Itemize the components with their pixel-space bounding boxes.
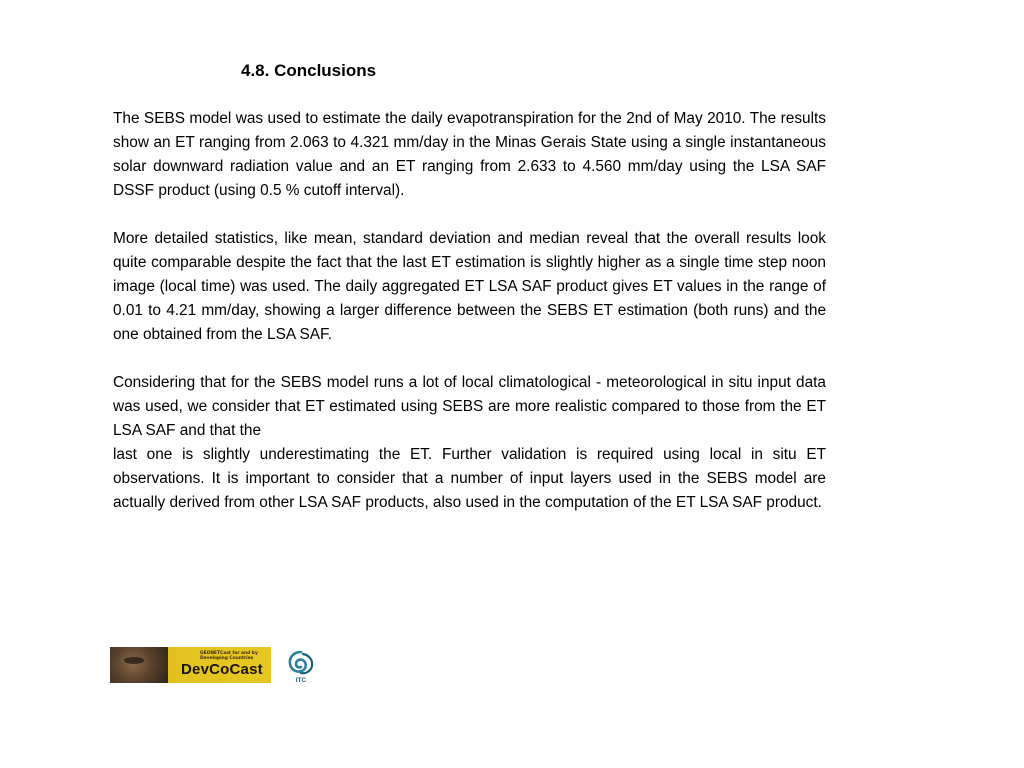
document-body xyxy=(113,107,826,539)
paragraph-validation: last one is slightly underestimating the ET. Further validation is required using local in situ ET observations. It is important to consider that a number of input layers used in the SEBS model are actually derived from other LSA SAF products, also used in the computation of the ET LSA SAF product. xyxy=(113,446,826,511)
itc-label: ITC xyxy=(295,677,307,684)
devcocast-tagline: GEONETCast for and by Developing Countries xyxy=(200,651,258,662)
paragraph-statistics: More detailed statistics, like mean, standard deviation and median reveal that the overall results look quite comparable despite the fact that the last ET estimation is slightly higher as a single time step noon image (local time) was used. The daily aggregated ET LSA SAF product gives ET values in the range of 0.01 to 4.21 mm/day, showing a larger difference between the SEBS ET estimation (both runs) and the one obtained from the LSA SAF. xyxy=(113,230,826,343)
devcocast-photo xyxy=(110,647,168,683)
devcocast-logo xyxy=(110,647,271,683)
paragraph-considerations: Considering that for the SEBS model runs a lot of local climatological - meteorological in situ input data was used, we consider that ET estimated using SEBS are more realistic compared to those from the ET LSA SAF and that the xyxy=(113,374,826,439)
itc-logo-icon xyxy=(287,650,315,684)
section-heading: 4.8. Conclusions xyxy=(241,61,377,80)
paragraph-sebs-results: The SEBS model was used to estimate the daily evapotranspiration for the 2nd of May 2010. The results show an ET ranging from 2.063 to 4.321 mm/day in the Minas Gerais State using a single instantaneous solar downward radiation value and an ET ranging from 2.633 to 4.560 mm/day using the LSA SAF DSSF product (using 0.5 % cutoff interval). xyxy=(113,110,826,199)
footer-logos xyxy=(110,647,320,683)
devcocast-name: DevCoCast xyxy=(181,661,263,678)
